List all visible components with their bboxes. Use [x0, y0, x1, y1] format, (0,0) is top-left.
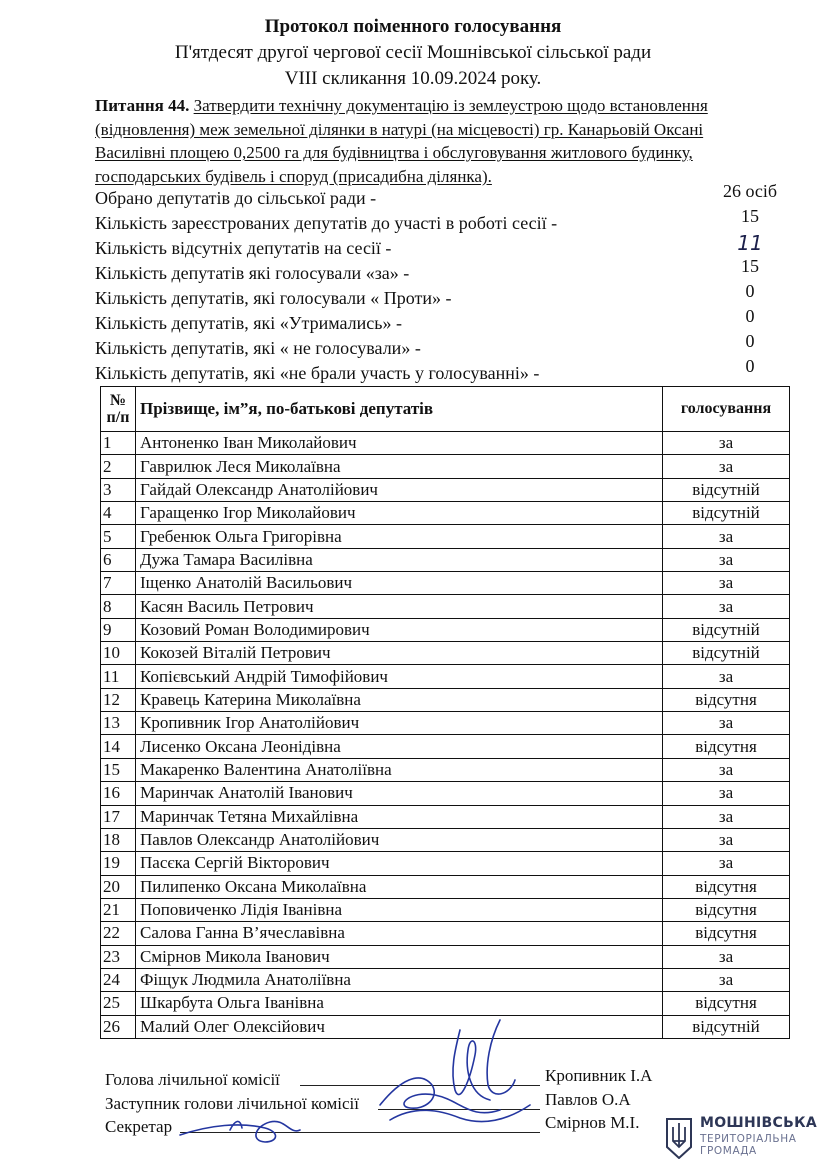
- logo-brand: МОШНІВСЬКА: [700, 1115, 817, 1131]
- row-number: 14: [101, 735, 136, 758]
- deputy-label: Заступник голови лічильної комісії: [105, 1094, 360, 1113]
- deputy-signature-line: [378, 1109, 540, 1110]
- vote-result: відсутній: [663, 642, 790, 665]
- deputy-name: Антоненко Іван Миколайович: [136, 432, 663, 455]
- stat-value: 11: [737, 231, 763, 255]
- deputy-name: Смірнов Микола Іванович: [136, 945, 663, 968]
- row-number: 16: [101, 782, 136, 805]
- deputy-name: Пилипенко Оксана Миколаївна: [136, 875, 663, 898]
- deputy-name: Пасєка Сергій Вікторович: [136, 852, 663, 875]
- stat-label: Кількість депутатів, які « не голосували» -: [95, 338, 421, 358]
- stat-label: Обрано депутатів до сільської ради -: [95, 188, 377, 208]
- table-row: [101, 525, 790, 548]
- row-number: 12: [101, 688, 136, 711]
- deputy-name: Гаврилюк Леся Миколаївна: [136, 455, 663, 478]
- vote-result: за: [663, 572, 790, 595]
- table-row: [101, 758, 790, 781]
- stat-label: Кількість депутатів які голосували «за» -: [95, 263, 410, 283]
- deputy-name: Гайдай Олександр Анатолійович: [136, 478, 663, 501]
- table-row: [101, 548, 790, 571]
- stat-row: [95, 231, 795, 262]
- row-number: 19: [101, 852, 136, 875]
- table-row: [101, 712, 790, 735]
- table-header-row: [101, 387, 790, 432]
- vote-result: за: [663, 432, 790, 455]
- deputy-name: Кропивник Ігор Анатолійович: [136, 712, 663, 735]
- stat-row: [95, 356, 795, 387]
- vote-result: за: [663, 945, 790, 968]
- deputy-name: Салова Ганна В’ячеславівна: [136, 922, 663, 945]
- table-row: [101, 432, 790, 455]
- row-number: 13: [101, 712, 136, 735]
- table-row: [101, 595, 790, 618]
- row-number: 7: [101, 572, 136, 595]
- vote-result: за: [663, 455, 790, 478]
- row-number: 24: [101, 968, 136, 991]
- row-number: 4: [101, 502, 136, 525]
- deputy-name: Козовий Роман Володимирович: [136, 618, 663, 641]
- deputy-name: Лисенко Оксана Леонідівна: [136, 735, 663, 758]
- chair-label: Голова лічильної комісії: [105, 1070, 280, 1089]
- convocation-date-line: VIII скликання 10.09.2024 року.: [284, 68, 542, 89]
- table-row: [101, 828, 790, 851]
- deputy-name: Кравець Катерина Миколаївна: [136, 688, 663, 711]
- table-row: [101, 735, 790, 758]
- row-number: 8: [101, 595, 136, 618]
- table-row: [101, 455, 790, 478]
- roll-call-table: [100, 386, 790, 1039]
- header-vote: голосування: [663, 387, 790, 432]
- row-number: 3: [101, 478, 136, 501]
- stat-value: 0: [745, 356, 755, 376]
- table-row: [101, 478, 790, 501]
- deputy-name: Кокозей Віталій Петрович: [136, 642, 663, 665]
- deputy-name: Маринчак Анатолій Іванович: [136, 782, 663, 805]
- table-row: [101, 945, 790, 968]
- vote-result: відсутня: [663, 875, 790, 898]
- deputy-name: Поповиченко Лідія Іванівна: [136, 898, 663, 921]
- logo-subtitle: [700, 1133, 797, 1157]
- row-number: 1: [101, 432, 136, 455]
- row-number: 23: [101, 945, 136, 968]
- row-number: 26: [101, 1015, 136, 1038]
- vote-result: відсутній: [663, 478, 790, 501]
- session-line: П'ятдесят другої чергової сесії Мошнівської сільської ради: [174, 42, 652, 63]
- row-number: 6: [101, 548, 136, 571]
- deputy-name: Павлов О.А: [545, 1090, 631, 1109]
- stat-row: [95, 331, 795, 362]
- table-row: [101, 875, 790, 898]
- stat-row: [95, 281, 795, 312]
- vote-result: відсутній: [663, 1015, 790, 1038]
- question-text: Затвердити технічну документацію із землеустрою щодо встановлення (відновлення) меж земельної ділянки в натурі (на місцевості) гр. Канарьовій Оксані Василівні площею 0,2500 га для будівництва і обслуговування житлового будинку, господарських будівель і споруд (присадибна ділянка).: [95, 96, 708, 186]
- header-number: № п/п: [101, 387, 136, 432]
- row-number: 25: [101, 992, 136, 1015]
- vote-result: відсутній: [663, 618, 790, 641]
- vote-result: за: [663, 665, 790, 688]
- stat-label: Кількість депутатів, які «не брали участь у голосуванні» -: [95, 363, 540, 383]
- logo-sub-line2: ГРОМАДА: [700, 1145, 757, 1157]
- row-number: 15: [101, 758, 136, 781]
- stat-value: 0: [745, 306, 755, 326]
- vote-result: за: [663, 595, 790, 618]
- vote-result: за: [663, 852, 790, 875]
- deputy-name: Павлов Олександр Анатолійович: [136, 828, 663, 851]
- document-header: [0, 14, 826, 92]
- table-body: [101, 432, 790, 1039]
- stat-value: 15: [741, 256, 759, 276]
- table-row: [101, 992, 790, 1015]
- stat-label: Кількість депутатів, які «Утримались» -: [95, 313, 402, 333]
- vote-result: відсутня: [663, 735, 790, 758]
- vote-result: за: [663, 805, 790, 828]
- row-number: 11: [101, 665, 136, 688]
- document-title: Протокол поіменного голосування: [264, 16, 562, 37]
- vote-result: відсутня: [663, 992, 790, 1015]
- trident-icon: [666, 1117, 692, 1159]
- vote-result: відсутній: [663, 502, 790, 525]
- row-number: 18: [101, 828, 136, 851]
- chair-name: Кропивник І.А: [545, 1066, 653, 1085]
- vote-result: за: [663, 525, 790, 548]
- row-number: 10: [101, 642, 136, 665]
- vote-result: за: [663, 782, 790, 805]
- deputy-name: Дужа Тамара Василівна: [136, 548, 663, 571]
- stat-value: 0: [745, 331, 755, 351]
- table-row: [101, 805, 790, 828]
- logo-sub-line1: ТЕРИТОРІАЛЬНА: [700, 1133, 797, 1145]
- row-number: 17: [101, 805, 136, 828]
- deputy-name: Макаренко Валентина Анатоліївна: [136, 758, 663, 781]
- table-row: [101, 1015, 790, 1038]
- stat-label: Кількість відсутніх депутатів на сесії -: [95, 238, 392, 258]
- deputy-name: Шкарбута Ольга Іванівна: [136, 992, 663, 1015]
- vote-result: за: [663, 828, 790, 851]
- row-number: 5: [101, 525, 136, 548]
- header-name: Прізвище, ім”я, по-батькові депутатів: [136, 387, 663, 432]
- deputy-name: Маринчак Тетяна Михайлівна: [136, 805, 663, 828]
- secretary-signature-line: [180, 1132, 540, 1133]
- vote-result: за: [663, 712, 790, 735]
- row-number: 20: [101, 875, 136, 898]
- table-row: [101, 572, 790, 595]
- row-number: 22: [101, 922, 136, 945]
- table-row: [101, 922, 790, 945]
- row-number: 2: [101, 455, 136, 478]
- deputy-name: Копієвський Андрій Тимофійович: [136, 665, 663, 688]
- vote-result: відсутня: [663, 898, 790, 921]
- table-row: [101, 852, 790, 875]
- stat-row: [95, 181, 795, 212]
- deputy-name: Іщенко Анатолій Васильович: [136, 572, 663, 595]
- stat-label: Кількість зареєстрованих депутатів до участі в роботі сесії -: [95, 213, 558, 233]
- table-row: [101, 502, 790, 525]
- stat-row: [95, 256, 795, 287]
- deputy-name: Гаращенко Ігор Миколайович: [136, 502, 663, 525]
- row-number: 21: [101, 898, 136, 921]
- secretary-label: Секретар: [105, 1117, 173, 1136]
- secretary-name: Смірнов М.І.: [545, 1113, 640, 1132]
- table-row: [101, 898, 790, 921]
- agenda-question: [95, 94, 765, 188]
- table-row: [101, 642, 790, 665]
- stat-label: Кількість депутатів, які голосували « Проти» -: [95, 288, 452, 308]
- table-row: [101, 618, 790, 641]
- table-row: [101, 665, 790, 688]
- stat-value: 15: [741, 206, 759, 226]
- deputy-name: Касян Василь Петрович: [136, 595, 663, 618]
- table-row: [101, 782, 790, 805]
- deputy-name: Гребенюк Ольга Григорівна: [136, 525, 663, 548]
- vote-result: за: [663, 548, 790, 571]
- community-logo: [666, 1115, 816, 1163]
- table-row: [101, 688, 790, 711]
- vote-result: відсутня: [663, 922, 790, 945]
- vote-result: відсутня: [663, 688, 790, 711]
- row-number: 9: [101, 618, 136, 641]
- stat-value: 0: [745, 281, 755, 301]
- stat-value: 26 осіб: [722, 181, 778, 201]
- chair-signature-line: [300, 1085, 540, 1086]
- stat-row: [95, 206, 795, 237]
- deputy-name: Малий Олег Олексійович: [136, 1015, 663, 1038]
- deputy-name: Фіщук Людмила Анатоліївна: [136, 968, 663, 991]
- stat-row: [95, 306, 795, 337]
- vote-result: за: [663, 758, 790, 781]
- table-row: [101, 968, 790, 991]
- vote-result: за: [663, 968, 790, 991]
- question-label: Питання 44.: [95, 96, 190, 115]
